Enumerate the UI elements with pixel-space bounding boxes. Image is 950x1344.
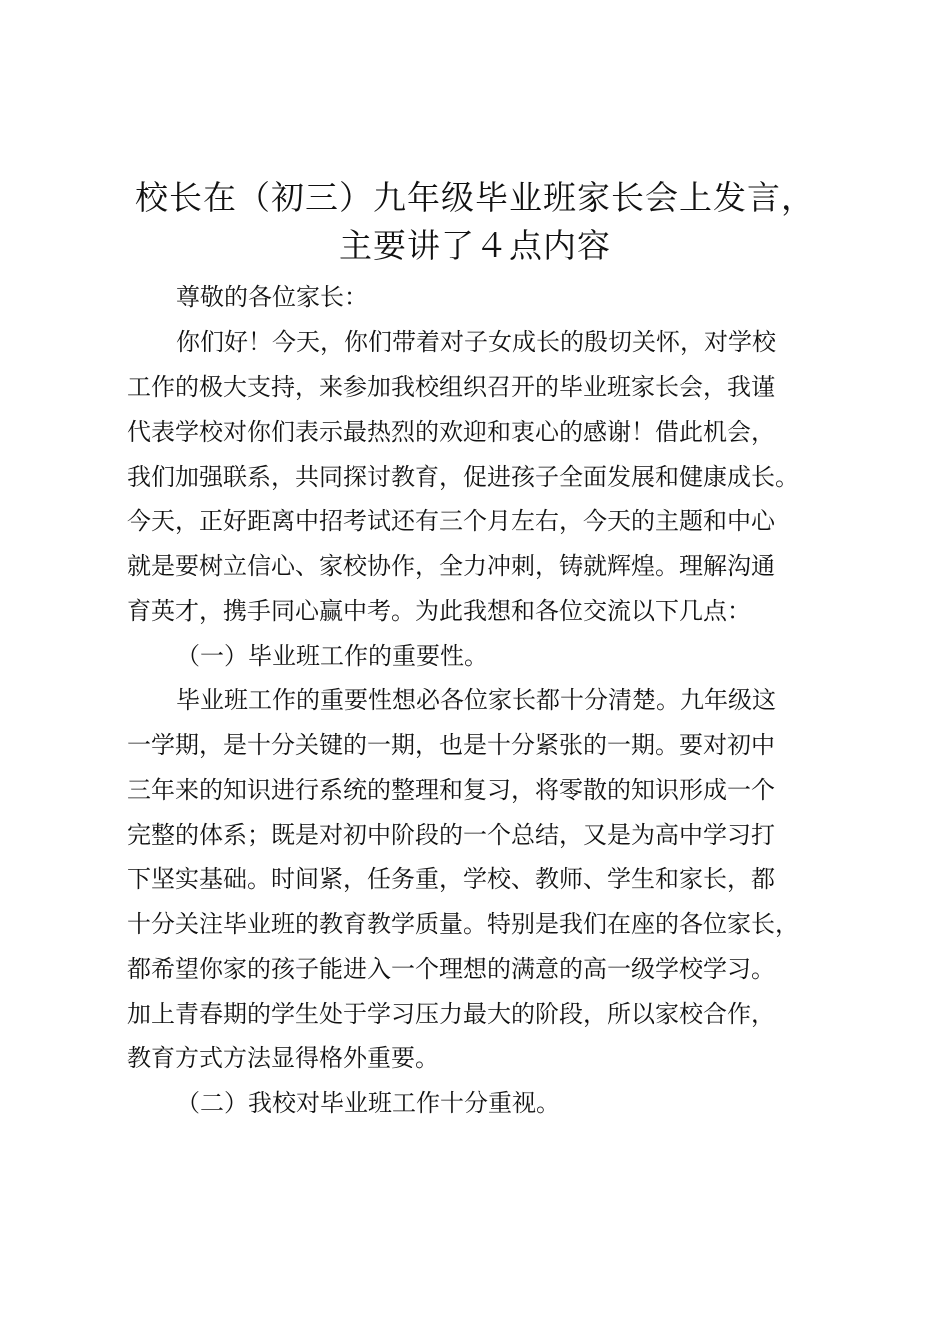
paragraph-line: 毕业班工作的重要性想必各位家长都十分清楚。九年级这 [176,686,776,714]
paragraph-line: 一学期，是十分关键的一期，也是十分紧张的一期。要对初中 [127,731,775,759]
document-title-line-1: 校长在（初三）九年级毕业班家长会上发言， [135,178,815,217]
document-title-line-2: 主要讲了４点内容 [339,226,611,265]
paragraph-line: 完整的体系；既是对初中阶段的一个总结，又是为高中学习打 [127,821,775,849]
paragraph-line: 代表学校对你们表示最热烈的欢迎和衷心的感谢！借此机会， [127,418,775,446]
paragraph-line: 下坚实基础。时间紧，任务重，学校、教师、学生和家长，都 [127,865,775,893]
section-heading-1: （一）毕业班工作的重要性。 [176,642,488,670]
paragraph-line: 教育方式方法显得格外重要。 [127,1044,439,1072]
salutation: 尊敬的各位家长： [176,283,368,311]
paragraph-line: 三年来的知识进行系统的整理和复习，将零散的知识形成一个 [127,776,775,804]
paragraph-line: 就是要树立信心、家校协作，全力冲刺，铸就辉煌。理解沟通 [127,552,775,580]
paragraph-line: 今天，正好距离中招考试还有三个月左右，今天的主题和中心 [127,507,775,535]
paragraph-line: 都希望你家的孩子能进入一个理想的满意的高一级学校学习。 [127,955,775,983]
section-heading-2: （二）我校对毕业班工作十分重视。 [176,1089,560,1117]
paragraph-line: 我们加强联系，共同探讨教育，促进孩子全面发展和健康成长。 [127,463,799,491]
paragraph-line: 加上青春期的学生处于学习压力最大的阶段，所以家校合作， [127,1000,775,1028]
paragraph-line: 育英才，携手同心赢中考。为此我想和各位交流以下几点： [127,597,751,625]
paragraph-line: 十分关注毕业班的教育教学质量。特别是我们在座的各位家长， [127,910,799,938]
paragraph-line: 你们好！今天，你们带着对子女成长的殷切关怀，对学校 [176,328,776,356]
paragraph-line: 工作的极大支持，来参加我校组织召开的毕业班家长会，我谨 [127,373,775,401]
